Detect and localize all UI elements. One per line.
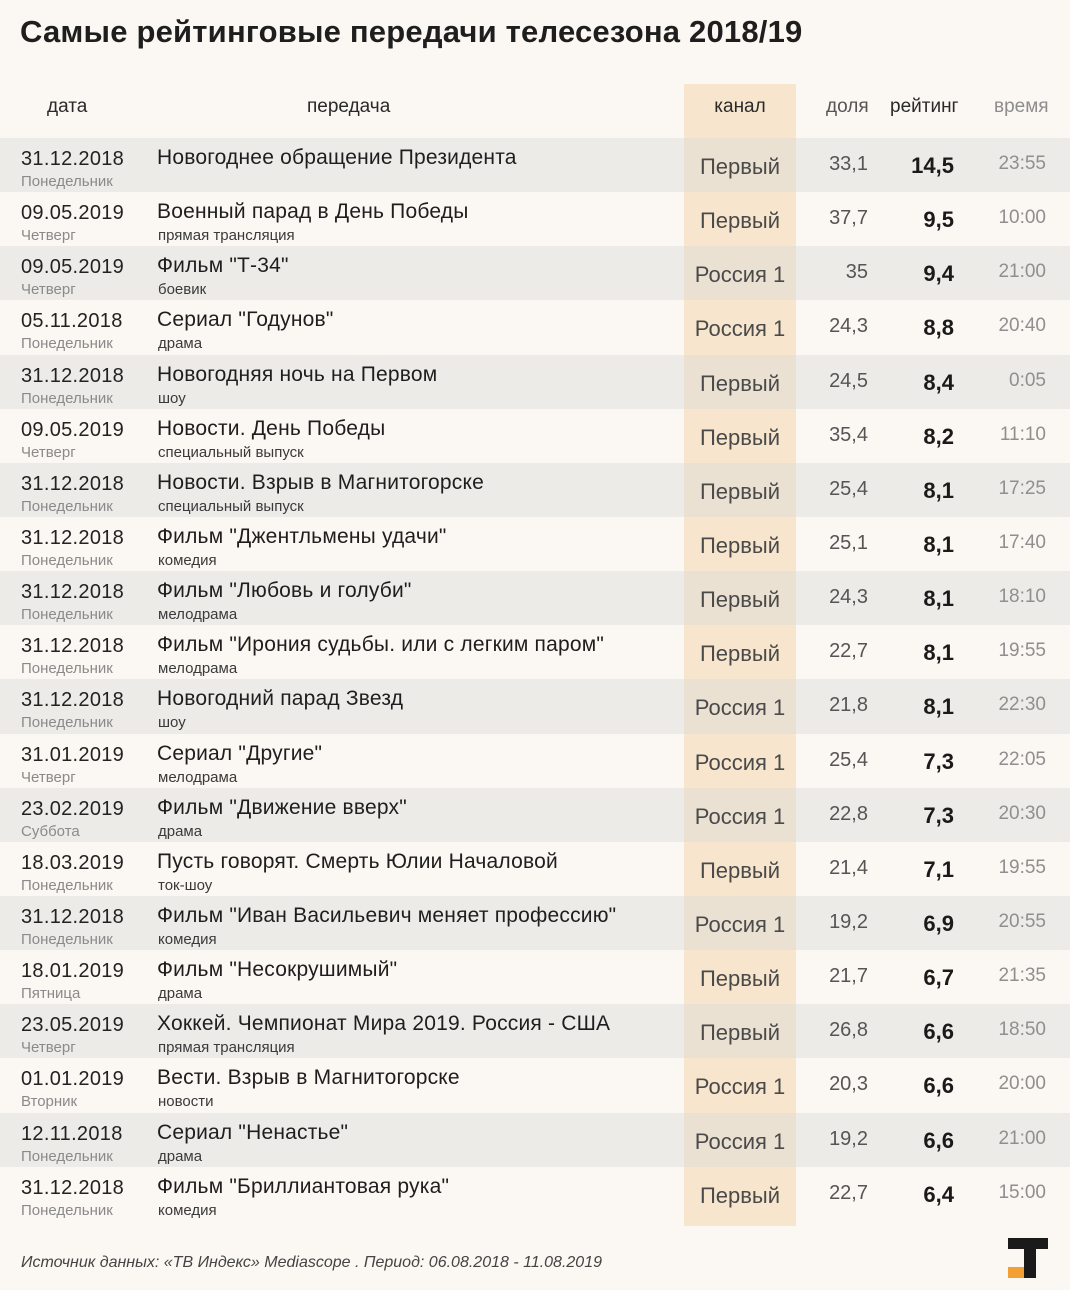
row-channel: Первый — [699, 532, 781, 558]
row-channel: Первый — [699, 587, 781, 613]
table-row — [0, 463, 1070, 517]
row-share: 19,2 — [829, 1127, 868, 1150]
row-weekday: Вторник — [21, 1093, 78, 1111]
row-show-title: Вести. Взрыв в Магнитогорске — [157, 1066, 460, 1090]
row-time: 10:00 — [998, 207, 1046, 229]
row-show-title: Фильм "Т-34" — [157, 254, 289, 278]
row-time: 21:35 — [998, 965, 1046, 987]
table-row — [0, 1058, 1070, 1112]
table-row — [0, 571, 1070, 625]
row-time: 22:05 — [998, 748, 1046, 770]
row-share: 25,1 — [829, 531, 868, 554]
row-share: 25,4 — [829, 748, 868, 771]
column-header-channel: канал — [714, 96, 766, 117]
row-weekday: Пятница — [21, 985, 81, 1003]
column-header-show: передача — [307, 96, 391, 117]
table-row — [0, 896, 1070, 950]
table-row — [0, 788, 1070, 842]
row-weekday: Понедельник — [21, 930, 113, 948]
row-date: 31.12.2018 — [21, 689, 125, 712]
row-channel: Россия 1 — [694, 262, 786, 288]
row-show-title: Новости. Взрыв в Магнитогорске — [157, 470, 484, 494]
row-channel: Россия 1 — [694, 1128, 786, 1154]
row-weekday: Четверг — [21, 281, 76, 299]
row-share: 24,3 — [829, 315, 868, 338]
row-show-title: Сериал "Ненастье" — [157, 1120, 349, 1144]
row-time: 11:10 — [999, 423, 1046, 445]
row-date: 18.01.2019 — [21, 960, 125, 983]
row-weekday: Понедельник — [21, 389, 113, 407]
row-time: 15:00 — [998, 1181, 1046, 1203]
table-row — [0, 355, 1070, 409]
row-genre: комедия — [158, 930, 217, 948]
row-weekday: Понедельник — [21, 714, 113, 732]
table-row — [0, 950, 1070, 1004]
row-rating: 6,9 — [923, 910, 954, 936]
row-channel: Первый — [699, 966, 781, 992]
row-date: 31.12.2018 — [21, 635, 125, 658]
row-show-title: Военный парад в День Победы — [157, 200, 469, 224]
table-row — [0, 1004, 1070, 1058]
row-rating: 8,1 — [923, 586, 954, 612]
page-title: Самые рейтинговые передачи телесезона 2018/19 — [20, 14, 803, 49]
row-show-title: Фильм "Бриллиантовая рука" — [157, 1174, 450, 1198]
row-genre: комедия — [158, 1201, 217, 1219]
row-show-title: Хоккей. Чемпионат Мира 2019. Россия - США — [157, 1012, 611, 1036]
column-header-share: доля — [826, 96, 869, 117]
row-weekday: Понедельник — [21, 606, 113, 624]
row-time: 21:00 — [998, 261, 1046, 283]
row-channel: Первый — [699, 857, 781, 883]
row-time: 20:00 — [998, 1073, 1046, 1095]
column-header-time: время — [994, 96, 1049, 117]
row-show-title: Фильм "Ирония судьбы. или с легким паром" — [157, 633, 605, 657]
ratings-table — [0, 138, 1070, 1221]
row-date: 31.12.2018 — [21, 526, 125, 549]
row-share: 21,7 — [829, 965, 868, 988]
row-channel: Первый — [699, 1020, 781, 1046]
row-weekday: Четверг — [21, 443, 76, 461]
row-date: 23.02.2019 — [21, 797, 125, 820]
row-channel: Россия 1 — [694, 803, 786, 829]
row-weekday: Понедельник — [21, 497, 113, 515]
row-genre: боевик — [158, 281, 207, 299]
table-row — [0, 517, 1070, 571]
row-rating: 6,7 — [923, 965, 954, 991]
table-row — [0, 1113, 1070, 1167]
row-channel: Первый — [699, 208, 781, 234]
row-time: 22:30 — [998, 694, 1046, 716]
row-share: 20,3 — [829, 1073, 868, 1096]
row-genre: драма — [158, 985, 203, 1003]
row-rating: 7,3 — [923, 802, 954, 828]
row-weekday: Понедельник — [21, 335, 113, 353]
row-time: 19:55 — [998, 640, 1046, 662]
row-genre: драма — [158, 822, 203, 840]
row-show-title: Фильм "Джентльмены удачи" — [157, 524, 447, 548]
row-date: 18.03.2019 — [21, 851, 125, 874]
row-date: 31.12.2018 — [21, 1176, 125, 1199]
row-rating: 8,4 — [923, 369, 954, 395]
row-time: 21:00 — [998, 1127, 1046, 1149]
row-rating: 6,4 — [923, 1181, 954, 1207]
row-date: 09.05.2019 — [21, 256, 125, 279]
row-date: 31.12.2018 — [21, 364, 125, 387]
row-date: 31.12.2018 — [21, 905, 125, 928]
row-rating: 6,6 — [923, 1127, 954, 1153]
t-logo-icon — [1008, 1238, 1048, 1278]
row-show-title: Пусть говорят. Смерть Юлии Началовой — [157, 849, 558, 873]
table-row — [0, 734, 1070, 788]
row-show-title: Новости. День Победы — [157, 416, 386, 440]
table-row — [0, 625, 1070, 679]
row-rating: 8,1 — [923, 694, 954, 720]
row-weekday: Понедельник — [21, 660, 113, 678]
row-weekday: Понедельник — [21, 1201, 113, 1219]
row-genre: прямая трансляция — [158, 1039, 295, 1057]
row-genre: специальный выпуск — [158, 497, 304, 515]
row-genre: комедия — [158, 551, 217, 569]
row-time: 19:55 — [998, 856, 1046, 878]
row-weekday: Понедельник — [21, 551, 113, 569]
row-genre: драма — [158, 1147, 203, 1165]
row-share: 35 — [845, 261, 868, 284]
row-rating: 8,1 — [923, 477, 954, 503]
row-rating: 7,1 — [923, 856, 954, 882]
row-rating: 6,6 — [923, 1019, 954, 1045]
row-weekday: Четверг — [21, 1039, 76, 1057]
row-channel: Первый — [699, 370, 781, 396]
row-channel: Первый — [699, 478, 781, 504]
row-rating: 14,5 — [911, 153, 954, 178]
table-row — [0, 409, 1070, 463]
row-show-title: Фильм "Несокрушимый" — [157, 958, 398, 982]
row-date: 31.12.2018 — [21, 581, 125, 604]
row-show-title: Фильм "Движение вверх" — [157, 795, 407, 819]
row-date: 31.12.2018 — [21, 472, 125, 495]
row-channel: Россия 1 — [694, 911, 786, 937]
row-share: 22,8 — [829, 802, 868, 825]
row-genre: драма — [158, 335, 203, 353]
row-rating: 8,8 — [923, 315, 954, 341]
row-time: 23:55 — [998, 153, 1046, 174]
row-genre: шоу — [158, 389, 186, 407]
row-share: 24,3 — [829, 586, 868, 609]
row-show-title: Сериал "Другие" — [157, 741, 323, 765]
table-row — [0, 842, 1070, 896]
row-date: 12.11.2018 — [21, 1122, 123, 1145]
row-rating: 9,5 — [923, 207, 954, 233]
row-share: 21,4 — [829, 856, 868, 879]
row-genre: мелодрама — [158, 606, 238, 624]
row-date: 05.11.2018 — [21, 310, 123, 333]
row-share: 19,2 — [829, 910, 868, 933]
row-share: 21,8 — [829, 694, 868, 717]
row-rating: 8,1 — [923, 531, 954, 557]
table-row — [0, 300, 1070, 354]
table-row — [0, 679, 1070, 733]
row-date: 31.01.2019 — [21, 743, 125, 766]
row-rating: 6,6 — [923, 1073, 954, 1099]
row-time: 18:50 — [998, 1019, 1046, 1041]
column-header-rating: рейтинг — [890, 96, 959, 117]
table-row — [0, 138, 1070, 192]
table-row — [0, 1167, 1070, 1221]
row-time: 20:30 — [998, 802, 1046, 824]
row-channel: Первый — [699, 1182, 781, 1208]
row-weekday: Четверг — [21, 227, 76, 245]
row-share: 26,8 — [829, 1019, 868, 1042]
row-time: 0:05 — [1009, 369, 1046, 391]
row-channel: Первый — [699, 154, 781, 179]
row-channel: Россия 1 — [694, 695, 786, 721]
row-date: 01.01.2019 — [21, 1068, 125, 1091]
row-channel: Первый — [699, 424, 781, 450]
row-show-title: Фильм "Иван Васильевич меняет профессию" — [157, 903, 617, 927]
row-date: 31.12.2018 — [21, 148, 125, 170]
row-date: 09.05.2019 — [21, 418, 125, 441]
row-rating: 7,3 — [923, 748, 954, 774]
row-rating: 9,4 — [923, 261, 954, 287]
row-rating: 8,1 — [923, 640, 954, 666]
row-genre: мелодрама — [158, 768, 238, 786]
table-row — [0, 246, 1070, 300]
row-share: 33,1 — [829, 153, 868, 175]
row-show-title: Новогодний парад Звезд — [157, 687, 404, 711]
row-show-title: Сериал "Годунов" — [157, 308, 334, 332]
row-share: 22,7 — [829, 640, 868, 663]
row-share: 22,7 — [829, 1181, 868, 1204]
row-rating: 8,2 — [923, 423, 954, 449]
row-show-title: Фильм "Любовь и голуби" — [157, 579, 412, 603]
row-weekday: Понедельник — [21, 876, 113, 894]
table-row — [0, 192, 1070, 246]
row-time: 18:10 — [998, 586, 1046, 608]
column-header-date: дата — [47, 96, 88, 117]
row-show-title: Новогоднее обращение Президента — [157, 146, 517, 169]
row-genre: ток-шоу — [158, 876, 213, 894]
source-footnote: Источник данных: «ТВ Индекс» Mediascope . Период: 06.08.2018 - 11.08.2019 — [21, 1254, 602, 1271]
row-time: 17:40 — [998, 531, 1046, 553]
row-channel: Россия 1 — [694, 749, 786, 775]
row-genre: мелодрама — [158, 660, 238, 678]
row-share: 35,4 — [829, 423, 868, 446]
row-share: 25,4 — [829, 477, 868, 500]
row-time: 20:40 — [998, 315, 1046, 337]
row-channel: Первый — [699, 641, 781, 667]
row-time: 20:55 — [998, 910, 1046, 932]
row-genre: шоу — [158, 714, 186, 732]
row-channel: Россия 1 — [694, 316, 786, 342]
row-date: 23.05.2019 — [21, 1014, 125, 1037]
row-weekday: Суббота — [21, 822, 80, 840]
row-date: 09.05.2019 — [21, 202, 125, 225]
row-genre: прямая трансляция — [158, 227, 295, 245]
row-weekday: Понедельник — [21, 173, 113, 190]
row-genre: специальный выпуск — [158, 443, 304, 461]
row-time: 17:25 — [998, 477, 1046, 499]
row-channel: Россия 1 — [694, 1074, 786, 1100]
row-share: 24,5 — [829, 369, 868, 392]
row-genre: новости — [158, 1093, 214, 1111]
row-weekday: Четверг — [21, 768, 76, 786]
row-show-title: Новогодняя ночь на Первом — [157, 362, 438, 386]
row-share: 37,7 — [829, 207, 868, 230]
row-weekday: Понедельник — [21, 1147, 113, 1165]
